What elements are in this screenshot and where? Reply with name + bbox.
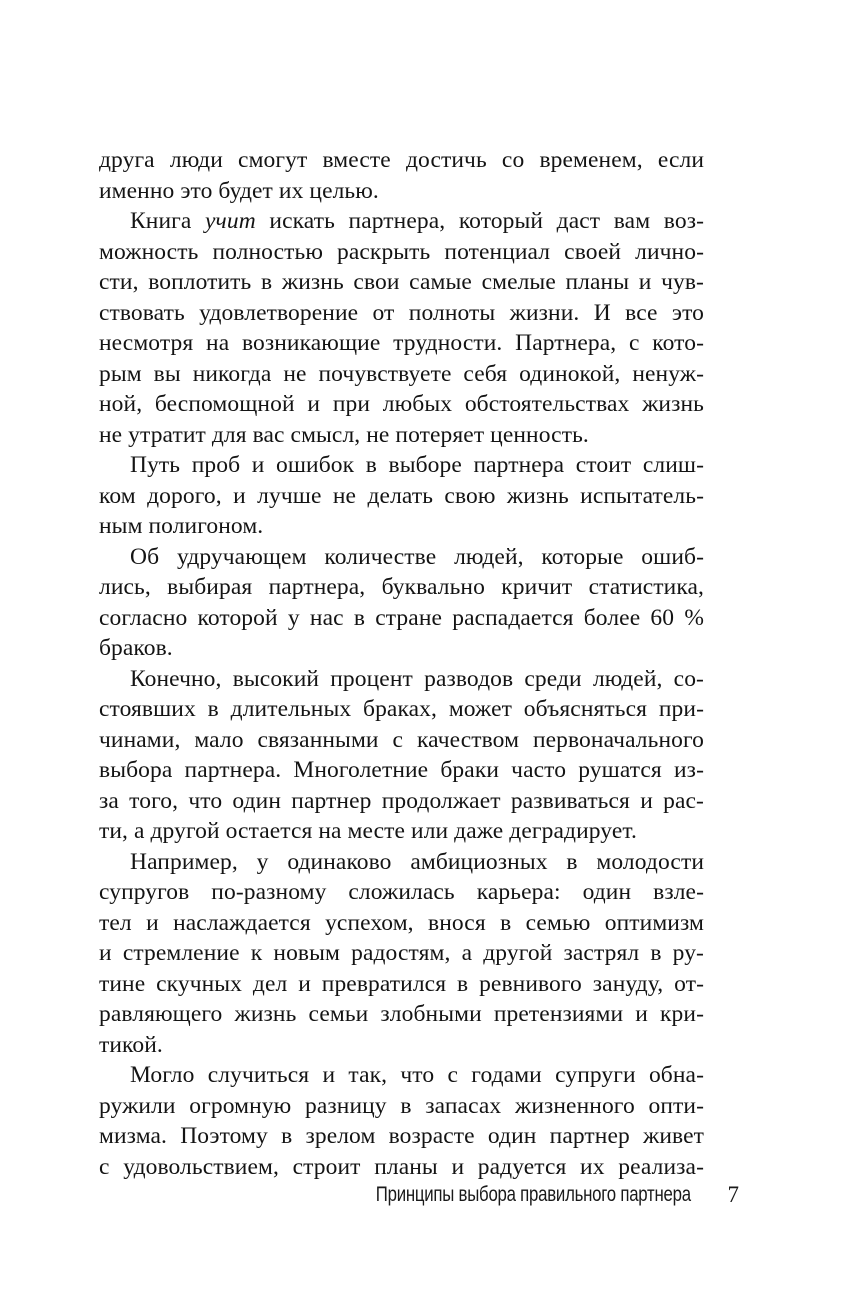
text-line bbox=[99, 176, 704, 207]
text-line bbox=[99, 389, 704, 420]
text-line bbox=[99, 694, 704, 725]
paragraph bbox=[99, 206, 704, 450]
text-run: друга люди смогут вместе достичь со временем, если bbox=[99, 147, 704, 173]
text-line bbox=[99, 969, 704, 1000]
text-run: лись, выбирая партнера, буквально кричит статистика, bbox=[99, 574, 704, 600]
text-line bbox=[99, 816, 704, 847]
text-line bbox=[99, 633, 704, 664]
paragraph bbox=[99, 664, 704, 847]
text-line bbox=[99, 237, 704, 268]
paragraph bbox=[99, 542, 704, 664]
text-run: мизма. Поэтому в зрелом возрасте один партнер живет bbox=[99, 1123, 704, 1149]
text-run: выбора партнера. Многолетние браки часто рушатся из- bbox=[99, 757, 704, 783]
text-line bbox=[99, 755, 704, 786]
paragraph bbox=[99, 145, 704, 206]
text-line bbox=[99, 603, 704, 634]
text-line bbox=[99, 725, 704, 756]
text-line bbox=[99, 359, 704, 390]
text-run: и стремление к новым радостям, а другой застрял в ру- bbox=[99, 940, 704, 966]
text-line bbox=[99, 847, 704, 878]
body-text bbox=[99, 145, 704, 1182]
text-run: ной, беспомощной и при любых обстоятельствах жизнь bbox=[99, 391, 704, 417]
text-run: супругов по-разному сложилась карьера: один взле- bbox=[99, 879, 704, 905]
text-run: сти, воплотить в жизнь свои самые смелые планы и чув- bbox=[99, 269, 704, 295]
emphasis-text: учит bbox=[205, 208, 256, 234]
text-line bbox=[99, 908, 704, 939]
text-line bbox=[99, 572, 704, 603]
text-run: тел и наслаждается успехом, внося в семью оптимизм bbox=[99, 909, 704, 936]
text-run: ствовать удовлетворение от полноты жизни. И все это bbox=[99, 299, 704, 326]
paragraph bbox=[99, 450, 704, 542]
text-run: Путь проб и ошибок в выборе партнера стоит слиш- bbox=[130, 452, 704, 478]
text-run: Например, у одинаково амбициозных в молодости bbox=[130, 848, 704, 875]
text-line bbox=[99, 328, 704, 359]
text-line bbox=[99, 999, 704, 1030]
paragraph bbox=[99, 1060, 704, 1182]
text-line bbox=[99, 1060, 704, 1091]
text-line bbox=[99, 481, 704, 512]
text-run: рым вы никогда не почувствуете себя одинокой, ненуж- bbox=[99, 360, 704, 387]
text-line bbox=[99, 1152, 704, 1183]
text-run: Конечно, высокий процент разводов среди людей, со- bbox=[130, 665, 704, 692]
text-run: тине скучных дел и превратился в ревнивого зануду, от- bbox=[99, 970, 704, 997]
text-run: можность полностью раскрыть потенциал своей лично- bbox=[99, 238, 704, 265]
text-line bbox=[99, 450, 704, 481]
running-title: Принципы выбора правильного партнера bbox=[375, 1183, 691, 1206]
text-run: искать партнера, который даст вам воз- bbox=[255, 208, 704, 234]
text-run: ружили огромную разницу в запасах жизненного опти- bbox=[99, 1092, 704, 1119]
text-run: Могло случиться и так, что с годами супруги обна- bbox=[130, 1062, 704, 1088]
text-run: ком дорого, и лучше не делать свою жизнь испытатель- bbox=[99, 482, 704, 509]
text-run: равляющего жизнь семьи злобными претензиями и кри- bbox=[99, 1001, 704, 1027]
text-line bbox=[99, 206, 704, 237]
text-line bbox=[99, 938, 704, 969]
text-run: согласно которой у нас в стране распадается более 60 % bbox=[99, 604, 704, 631]
text-run: не утратит для вас смысл, не потеряет ценность. bbox=[99, 421, 589, 448]
text-line bbox=[99, 542, 704, 573]
text-run: браков. bbox=[99, 635, 173, 661]
text-line bbox=[99, 420, 704, 451]
text-line bbox=[99, 877, 704, 908]
text-line bbox=[99, 145, 704, 176]
text-run: ным полигоном. bbox=[99, 513, 264, 539]
text-run: именно это будет их целью. bbox=[99, 177, 379, 204]
text-line bbox=[99, 511, 704, 542]
text-line bbox=[99, 1030, 704, 1061]
text-line bbox=[99, 1091, 704, 1122]
text-line bbox=[99, 786, 704, 817]
text-run: тикой. bbox=[99, 1031, 163, 1058]
text-run: стоявших в длительных браках, может объясняться при- bbox=[99, 696, 704, 722]
text-run: чинами, мало связанными с качеством первоначального bbox=[99, 726, 704, 753]
page-footer bbox=[99, 1180, 739, 1214]
text-line bbox=[99, 298, 704, 329]
text-run: за того, что один партнер продолжает развиваться и рас- bbox=[99, 787, 704, 814]
text-run: Книга bbox=[130, 208, 206, 234]
text-line bbox=[99, 664, 704, 695]
text-run: несмотря на возникающие трудности. Партнера, с кото- bbox=[99, 330, 704, 356]
text-run: ти, а другой остается на месте или даже деградирует. bbox=[99, 818, 637, 844]
text-line bbox=[99, 1121, 704, 1152]
text-line bbox=[99, 267, 704, 298]
text-run: Об удручающем количестве людей, которые ошиб- bbox=[130, 543, 704, 570]
text-run: с удовольствием, строит планы и радуется их реализа- bbox=[99, 1153, 704, 1180]
paragraph bbox=[99, 847, 704, 1061]
page-number: 7 bbox=[727, 1182, 739, 1207]
